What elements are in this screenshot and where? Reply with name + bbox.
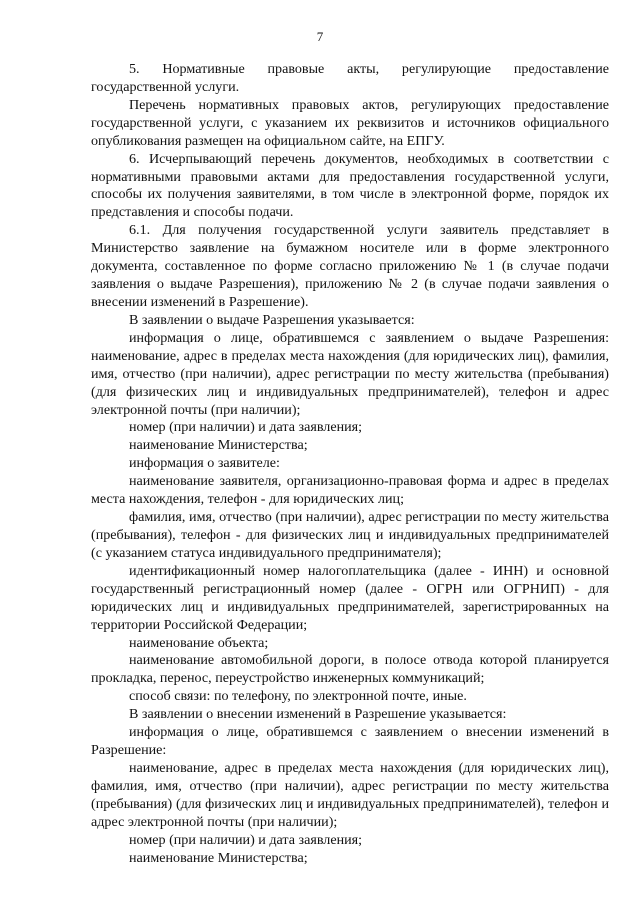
paragraph-contact-method: способ связи: по телефону, по электронной почте, иные. bbox=[129, 688, 467, 705]
paragraph-5-normative-acts: 5. Нормативные правовые акты, регулирующие предоставление государственной услуги. bbox=[91, 61, 609, 95]
paragraph-6-1-application: 6.1. Для получения государственной услуги заявитель представляет в Министерство заявление на бумажном носителе или в форме электронного документа, составленное по форме согласно приложению № 1 (в случае подачи заявления о выдаче Разрешения), приложению № 2 (в случае подачи заявления о внесении изменений в Разрешение). bbox=[91, 222, 609, 310]
paragraph-ministry-name: наименование Министерства; bbox=[129, 437, 308, 454]
paragraph-amendment-ministry-name: наименование Министерства; bbox=[129, 849, 308, 866]
paragraph-issue-application-intro: В заявлении о выдаче Разрешения указывается: bbox=[129, 311, 415, 328]
paragraph-road-name: наименование автомобильной дороги, в полосе отвода которой планируется прокладка, перенос, переустройство инженерных коммуникаций; bbox=[91, 652, 609, 687]
paragraph-applicant-person-info: информация о лице, обратившемся с заявлением о выдаче Разрешения: наименование, адрес в пределах места нахождения (для юридических лиц), фамилия, имя, отчество (при наличии), адрес регистрации по месту жительства (пребывания) (для физических лиц и индивидуальных предпринимателей), телефон и адрес электронной почты (при наличии); bbox=[91, 329, 609, 418]
paragraph-amendment-person-info: информация о лице, обратившемся с заявлением о внесении изменений в Разрешение: bbox=[91, 724, 609, 759]
paragraph-amendment-number-date: номер (при наличии) и дата заявления; bbox=[129, 831, 363, 848]
paragraph-inn-ogrn: идентификационный номер налогоплательщика (далее - ИНН) и основной государственный регистрационный номер (далее - ОГРН или ОГРНИП) - для юридических лиц и индивидуальных предпринимателей, зарегистрированных на территории Российской Федерации; bbox=[91, 562, 609, 633]
paragraph-application-number-date: номер (при наличии) и дата заявления; bbox=[129, 419, 363, 436]
paragraph-individual-info: фамилия, имя, отчество (при наличии), адрес регистрации по месту жительства (пребывания), телефон - для физических лиц и индивидуальных предпринимателей (с указанием статуса индивидуального предпринимателя); bbox=[91, 509, 609, 561]
paragraph-applicant-info-intro: информация о заявителе: bbox=[129, 455, 280, 472]
paragraph-6-documents: 6. Исчерпывающий перечень документов, необходимых в соответствии с нормативными правовыми актами для предоставления государственной услуги, способы их получения заявителями, в том числе в электронной форме, порядок их представления и способы подачи. bbox=[91, 150, 609, 221]
page-number: 7 bbox=[316, 29, 324, 44]
document-body bbox=[91, 61, 609, 867]
paragraph-acts-list: Перечень нормативных правовых актов, регулирующих предоставление государственной услуги, с указанием их реквизитов и источников официального опубликования размещен на официальном сайте, на ЕПГУ. bbox=[91, 96, 609, 149]
paragraph-legal-entity-info: наименование заявителя, организационно-правовая форма и адрес в пределах места нахождения, телефон - для юридических лиц; bbox=[91, 473, 609, 508]
paragraph-amendment-application-intro: В заявлении о внесении изменений в Разрешение указывается: bbox=[129, 706, 507, 723]
paragraph-amendment-details: наименование, адрес в пределах места нахождения (для юридических лиц), фамилия, имя, отчество (при наличии), адрес регистрации по месту жительства (пребывания) (для физических лиц и индивидуальных предпринимателей), телефон и адрес электронной почты (при наличии); bbox=[91, 759, 609, 830]
paragraph-object-name: наименование объекта; bbox=[129, 634, 269, 651]
